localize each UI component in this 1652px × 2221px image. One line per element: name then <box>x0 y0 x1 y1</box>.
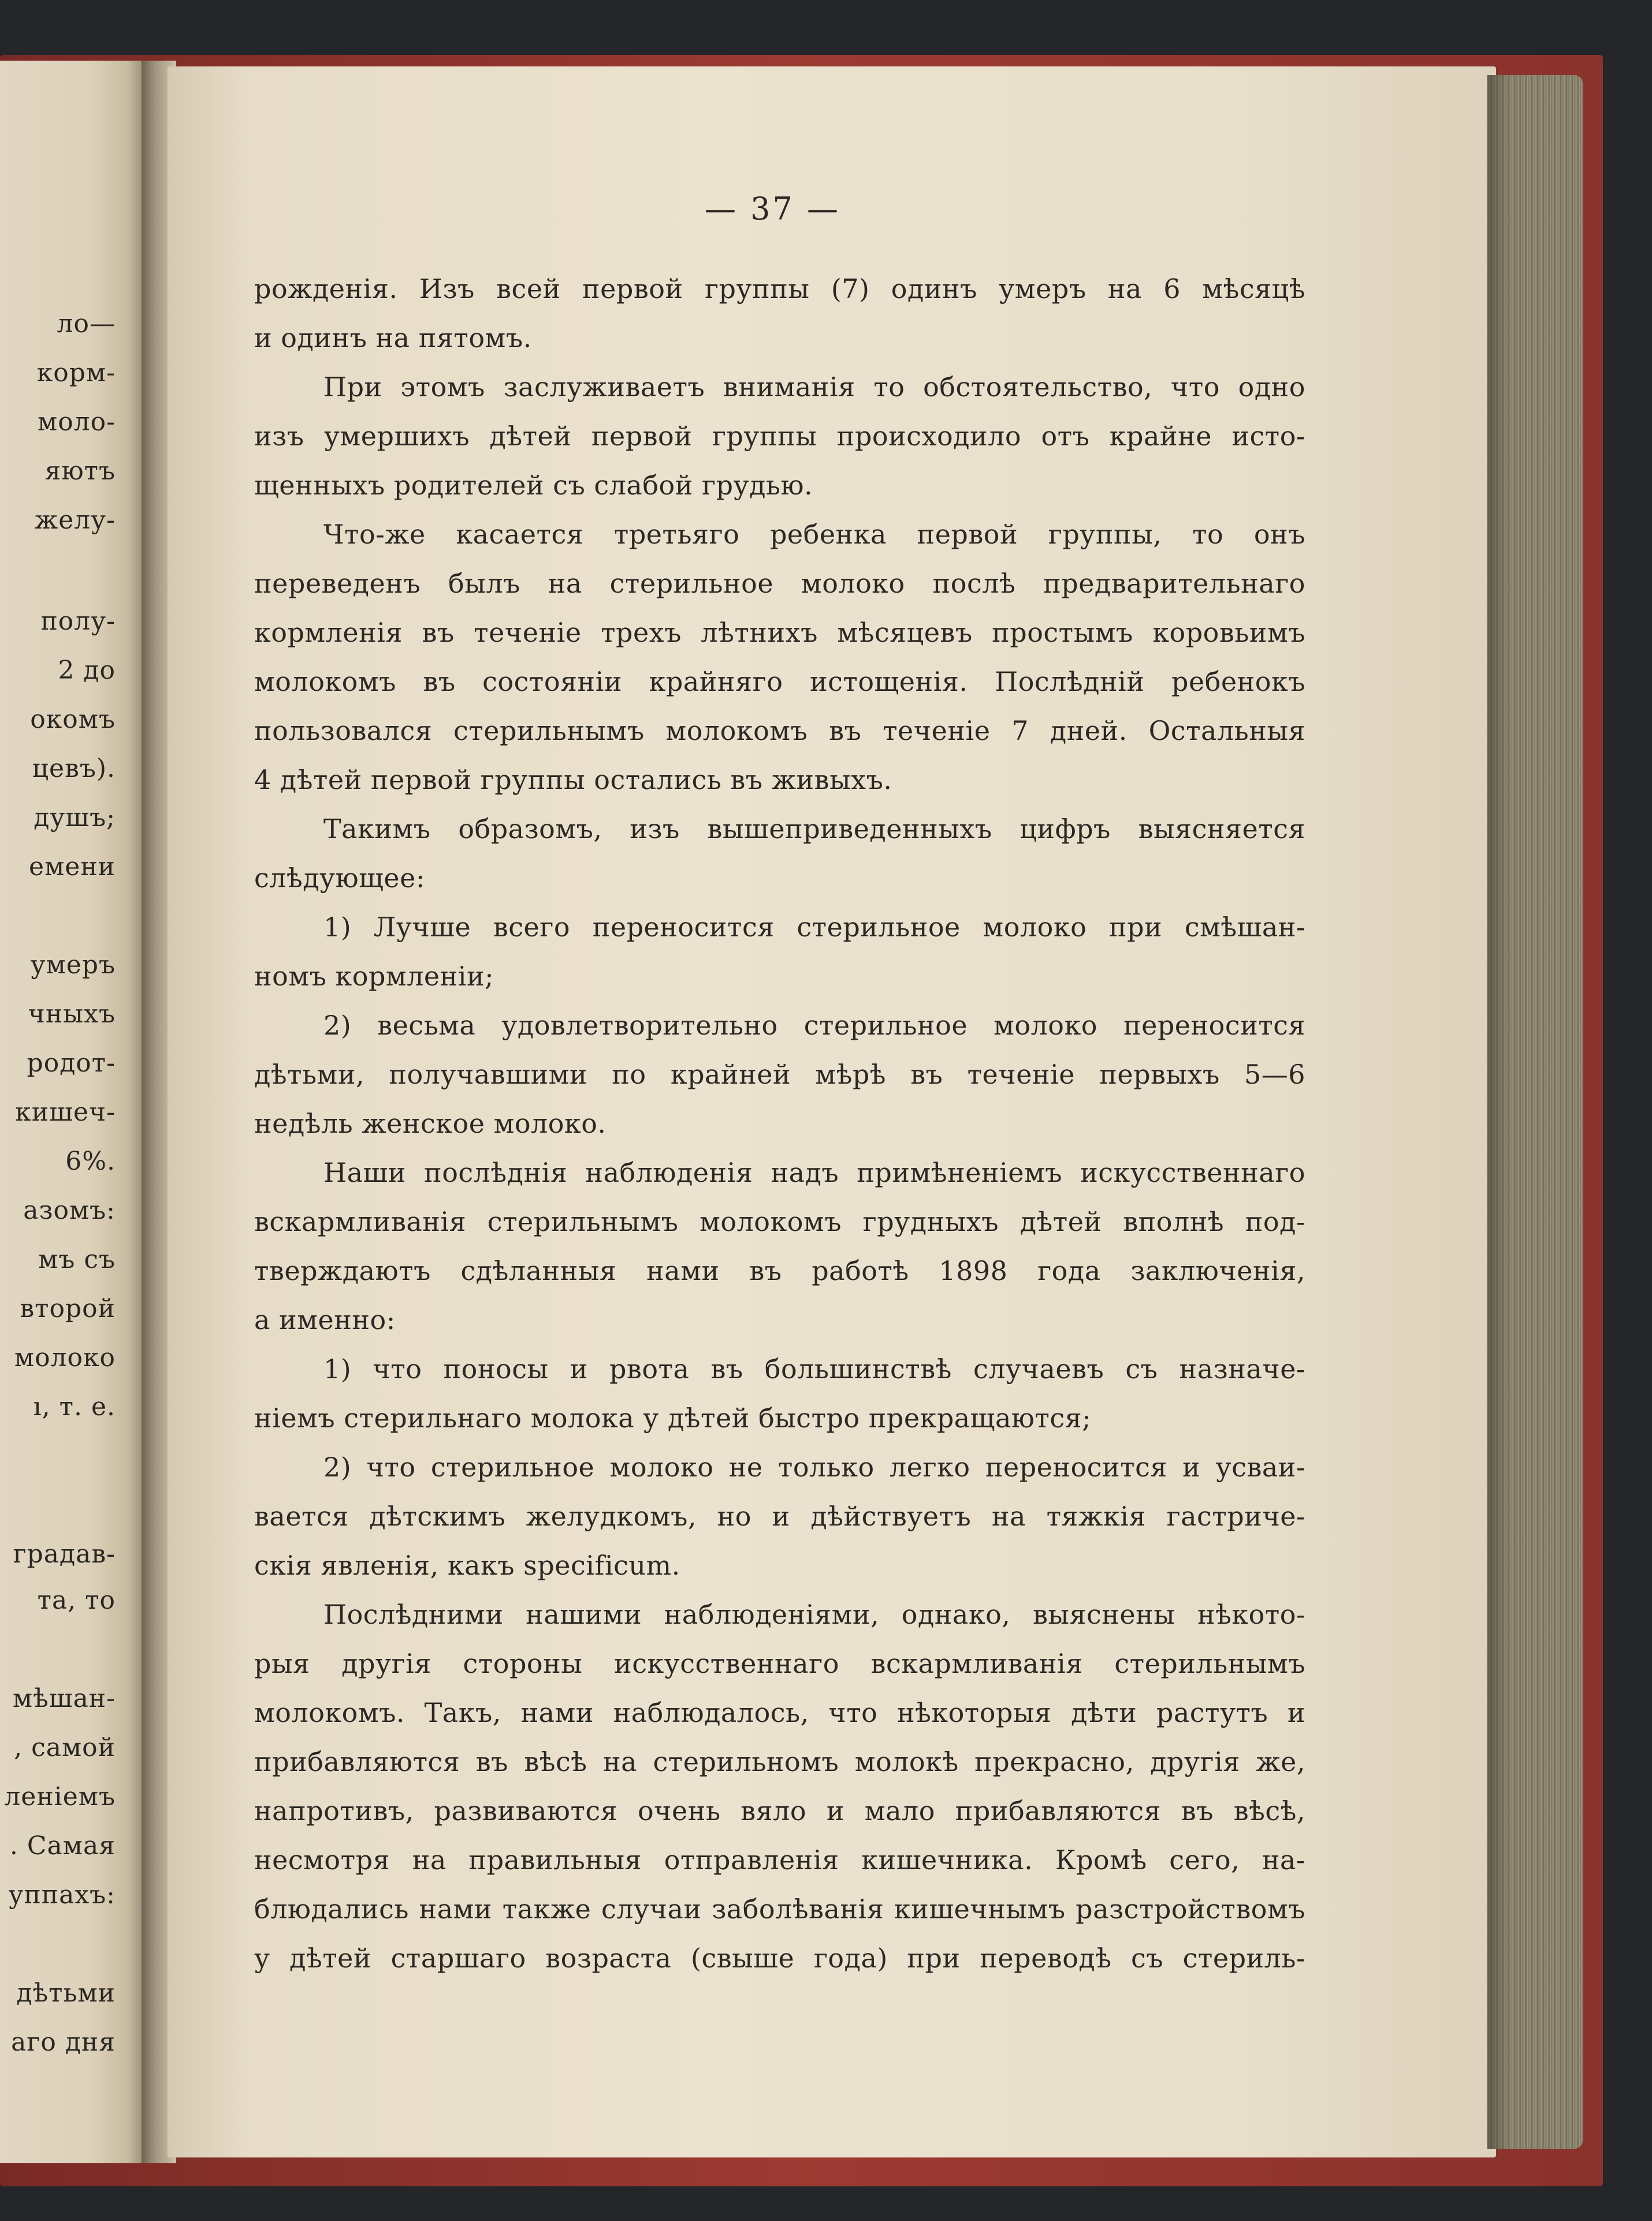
text-line: номъ кормленіи; <box>254 961 494 992</box>
text-line: молокомъ въ состояніи крайняго истощенія. Послѣдній ребенокъ <box>254 666 1305 697</box>
left-page-fragment: душъ; <box>34 803 116 832</box>
text-line: Послѣдними нашими наблюденіями, однако, выяснены нѣкото- <box>323 1599 1305 1630</box>
text-line: прибавляются въ вѣсѣ на стерильномъ молокѣ прекрасно, другія же, <box>254 1746 1305 1777</box>
left-page-fragment: второй <box>20 1294 116 1323</box>
text-line: 2) весьма удовлетворительно стерильное молоко переносится <box>323 1010 1305 1041</box>
left-page-fragment: азомъ: <box>23 1196 116 1225</box>
text-line: вскармливанія стерильнымъ молокомъ грудныхъ дѣтей вполнѣ под- <box>254 1206 1305 1237</box>
left-page-fragment: корм- <box>36 358 116 388</box>
left-page-fragment: мѣшан- <box>12 1684 116 1713</box>
left-page <box>0 61 150 2163</box>
text-line: молокомъ. Такъ, нами наблюдалось, что нѣкоторыя дѣти растутъ и <box>254 1697 1305 1728</box>
text-line: 4 дѣтей первой группы остались въ живыхъ. <box>254 764 892 795</box>
left-page-fragment: ı, т. е. <box>33 1392 116 1422</box>
left-page-fragment: родот- <box>27 1048 116 1078</box>
left-page-fragment: . Самая <box>9 1831 116 1861</box>
text-line: ніемъ стерильнаго молока у дѣтей быстро прекращаются; <box>254 1402 1092 1434</box>
left-page-fragment: цевъ). <box>32 754 116 783</box>
left-page-fragment: яютъ <box>44 456 116 486</box>
left-page-fragment: умеръ <box>30 950 116 980</box>
left-page-fragment: желу- <box>34 505 116 535</box>
text-line: Такимъ образомъ, изъ вышеприведенныхъ цифръ выясняется <box>323 813 1305 844</box>
text-line: вается дѣтскимъ желудкомъ, но и дѣйствуетъ на тяжкія гастриче- <box>254 1501 1305 1532</box>
text-line: 1) что поносы и рвота въ большинствѣ случаевъ съ назначе- <box>323 1353 1305 1385</box>
left-page-fragment: полу- <box>40 607 116 636</box>
left-page-fragment: та, то <box>37 1586 116 1615</box>
text-line: переведенъ былъ на стерильное молоко послѣ предварительнаго <box>254 568 1305 599</box>
left-page-fragment: моло- <box>37 407 116 437</box>
text-line: изъ умершихъ дѣтей первой группы происходило отъ крайне исто- <box>254 421 1305 452</box>
left-page-fragment: окомъ <box>30 705 116 734</box>
text-line: При этомъ заслуживаетъ вниманія то обстоятельство, что одно <box>323 371 1305 403</box>
text-line: дѣтьми, получавшими по крайней мѣрѣ въ теченіе первыхъ 5—6 <box>254 1059 1305 1090</box>
text-line: тверждаютъ сдѣланныя нами въ работѣ 1898 года заключенія, <box>254 1255 1305 1286</box>
left-page-fragment: аго дня <box>11 2027 116 2057</box>
text-line: 1) Лучше всего переносится стерильное молоко при смѣшан- <box>323 912 1305 943</box>
left-page-fragment: 2 до <box>58 656 116 685</box>
left-page-fragment: ло— <box>57 309 116 338</box>
text-line: щенныхъ родителей съ слабой грудью. <box>254 470 813 501</box>
left-page-fragment: емени <box>29 852 116 881</box>
left-page-fragment: уппахъ: <box>8 1880 116 1910</box>
left-page-fragment: молоко <box>14 1343 116 1372</box>
page-number: — 37 — <box>705 191 841 227</box>
text-line: рыя другія стороны искусственнаго вскармливанія стерильнымъ <box>254 1648 1305 1679</box>
text-line: недѣль женское молоко. <box>254 1108 607 1139</box>
left-page-fragment: мъ съ <box>38 1245 116 1274</box>
text-line: несмотря на правильныя отправленія кишечника. Кромѣ сего, на- <box>254 1844 1305 1876</box>
left-page-fragment: градав- <box>13 1539 116 1569</box>
text-line: а именно: <box>254 1304 396 1335</box>
text-line: слѣдующее: <box>254 862 425 894</box>
page-edge-shadow <box>1487 75 1510 2149</box>
left-page-fragment: кишеч- <box>15 1098 116 1127</box>
text-line: Что-же касается третьяго ребенка первой группы, то онъ <box>323 519 1305 550</box>
text-line: напротивъ, развиваются очень вяло и мало прибавляются въ вѣсѣ, <box>254 1795 1305 1826</box>
text-line: рожденія. Изъ всей первой группы (7) одинъ умеръ на 6 мѣсяцѣ <box>254 273 1305 304</box>
text-line: у дѣтей старшаго возраста (свыше года) при переводѣ съ стериль- <box>254 1943 1305 1974</box>
left-page-fragment: дѣтьми <box>16 1978 116 2008</box>
text-line: и одинъ на пятомъ. <box>254 322 532 354</box>
left-page-fragment: 6%. <box>65 1147 116 1176</box>
left-page-fragment: , самой <box>14 1733 116 1762</box>
left-page-fragment: чныхъ <box>28 999 116 1029</box>
text-line: кормленія въ теченіе трехъ лѣтнихъ мѣсяцевъ простымъ коровьимъ <box>254 617 1305 648</box>
text-line: блюдались нами также случаи заболѣванія кишечнымъ разстройствомъ <box>254 1893 1305 1925</box>
text-line: пользовался стерильнымъ молокомъ въ теченіе 7 дней. Остальныя <box>254 715 1305 746</box>
left-page-fragment: леніемъ <box>4 1782 116 1811</box>
text-line: Наши послѣднія наблюденія надъ примѣненіемъ искусственнаго <box>323 1157 1305 1188</box>
text-line: 2) что стерильное молоко не только легко переносится и усваи- <box>323 1452 1305 1483</box>
text-line: скія явленія, какъ specificum. <box>254 1550 680 1581</box>
